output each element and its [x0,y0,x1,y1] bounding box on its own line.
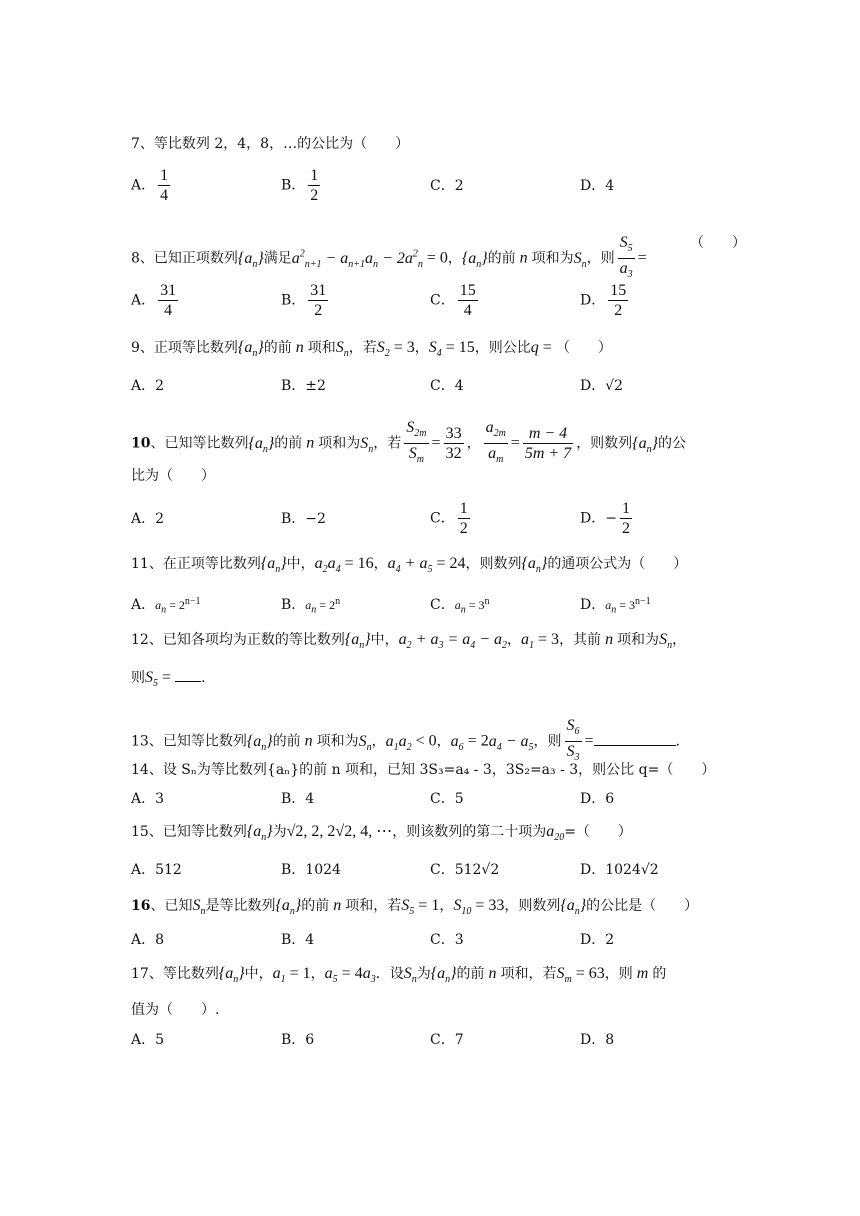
question-9-option-c: C．4 [430,378,464,394]
question-7 [131,134,409,154]
answer-blank[interactable] [175,681,201,682]
question-9-option-a: A．2 [131,378,165,394]
question-14-option-b: B．4 [281,791,315,807]
question-10-option-c: C． $\frac{1}{2}$ [430,500,468,537]
question-17-option-d: D．8 [580,1032,615,1048]
question-15: 15、已知等比数列$\{a_n\}$为√2, 2, 2√2, 4, ⋯，则该数列的第二十项为$a_{20}=$（ ） [131,823,632,844]
question-16-option-d: D．2 [580,932,615,948]
question-12: 12、已知各项均为正数的等比数列$\{a_n\}$中，$a_2 + a_3 = a_4 - a_2$，$a_1 = 3$，其前 n 项和为$S_n$， [131,631,687,652]
question-15-option-d: D．1024√2 [580,862,659,878]
question-8-option-d: D． $\frac{15}{2}$ [580,282,627,319]
question-7-option-c: C．2 [430,178,464,194]
question-7-option-b: B． $\frac{1}{2}$ [281,167,319,204]
question-14-option-d: D．6 [580,791,615,807]
question-16-option-b: B．4 [281,932,315,948]
question-10-option-b: B．−2 [281,511,326,527]
question-17-option-b: B．6 [281,1032,315,1048]
question-15-option-b: B．1024 [281,862,341,878]
question-7-text: 7、等比数列 2，4，8，…的公比为（ ） [131,136,410,152]
question-17-option-a: A．5 [131,1032,165,1048]
question-8-option-b: B． $\frac{31}{2}$ [281,282,327,319]
question-9-option-b: B．±2 [281,378,326,394]
question-17-option-c: C．7 [430,1032,464,1048]
question-8-option-a: A． $\frac{31}{4}$ [131,282,177,319]
question-11: 11、在正项等比数列$\{a_n\}$中，$a_2a_4 = 16$，$a_4 + a_5 = 24$，则数列$\{a_n\}$的通项公式为（ ） [131,555,688,576]
question-15-option-a: A．512 [131,862,182,878]
question-8: 8、已知正项数列$\{a_n\}$满足$a^2_{n+1} - a_{n+1}a_n - 2a^2_n = 0$，$\{a_n\}$的前 n 项和为$S_n$，则 $\frac{S_5}{a_3}$ = [131,234,647,281]
question-10-option-d: D．− $\frac{1}{2}$ [580,500,630,537]
question-13: 13、已知等比数列$\{a_n\}$的前 n 项和为$S_n$，$a_1a_2 < 0$，$a_6 = 2a_4 - a_5$，则 $\frac{S_6}{S_3}$ = . [131,717,680,764]
question-11-option-c: C．$a_n = 3^n$ [430,596,490,616]
fraction: $\frac{1}{4}$ [160,167,169,204]
question-8-option-c: C． $\frac{15}{4}$ [430,282,476,319]
question-7-option-d: D．4 [580,178,615,194]
question-9-option-d: D．√2 [580,378,624,394]
question-7-option-a: A． $\frac{1}{4}$ [131,167,169,204]
answer-blank[interactable] [594,745,676,746]
question-10: 10、已知等比数列$\{a_n\}$的前 n 项和为$S_n$，若 $\frac{S_{2m}}{S_m}$ = $\frac{33}{32}$ ， $\frac{a_{2m}}{a_m}$ = $\frac{m - 4}{5m + 7}$ ，则数列$\{a_n\}$的公 [131,419,686,466]
question-15-option-c: C．512√2 [430,862,500,878]
fraction: $\frac{1}{2}$ [310,167,319,204]
question-17-line2: 值为（ ）. [131,1002,220,1018]
question-16: 16、已知$S_n$是等比数列$\{a_n\}$的前 n 项和，若$S_5 = 1$，$S_{10} = 33$，则数列$\{a_n\}$的公比是（ ） [131,897,699,918]
question-11-option-d: D．$a_n = 3^{n-1}$ [580,596,651,616]
question-12-line2: 则$S_5$ = . [131,669,206,690]
question-11-option-a: A．$a_n = 2^{n-1}$ [131,596,201,616]
question-10-option-a: A．2 [131,511,165,527]
question-14-option-a: A．3 [131,791,165,807]
question-14: 14、设 Sₙ为等比数列{aₙ}的前 n 项和，已知 3S₃=a₄ - 3，3S₂=a₃ - 3，则公比 q=（ ） [131,762,716,778]
question-10-line2: 比为（ ） [131,468,215,484]
question-16-option-c: C．3 [430,932,464,948]
question-17: 17、等比数列$\{a_n\}$中，$a_1 = 1$，$a_5 = 4a_3$．设$S_n$为$\{a_n\}$的前 n 项和，若$S_m = 63$，则 m 的 [131,965,667,986]
question-11-option-b: B．$a_n = 2^n$ [281,596,341,616]
question-16-option-a: A．8 [131,932,165,948]
question-9: 9、正项等比数列$\{a_n\}$的前 n 项和$S_n$，若$S_2 = 3$，$S_4 = 15$，则公比q = （ ） [131,339,612,360]
question-14-option-c: C．5 [430,791,464,807]
question-8-answer-paren: （ ） [690,235,746,251]
